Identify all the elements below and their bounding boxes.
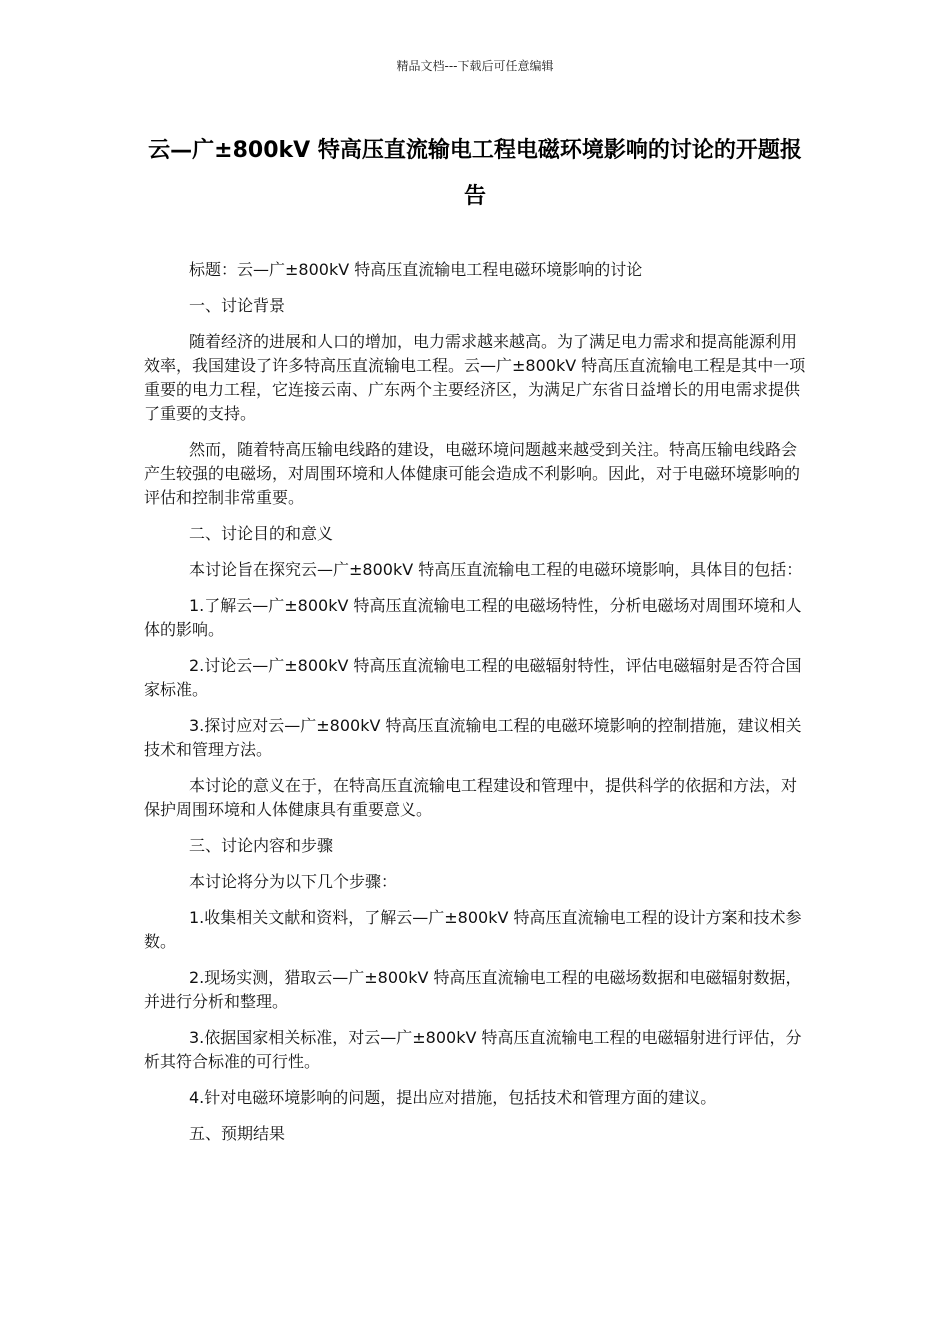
paragraph: 本讨论旨在探究云—广±800kV 特高压直流输电工程的电磁环境影响，具体目的包括： xyxy=(189,560,803,579)
section-heading-background: 一、讨论背景 xyxy=(189,296,286,315)
paragraph: 本讨论将分为以下几个步骤： xyxy=(189,872,398,891)
list-item: 4.针对电磁环境影响的问题，提出应对措施，包括技术和管理方面的建议。 xyxy=(189,1088,717,1107)
list-item: 1.了解云—广±800kV 特高压直流输电工程的电磁场特性，分析电磁场对周围环境和人体的影响。 xyxy=(144,596,802,639)
paragraph: 本讨论的意义在于，在特高压直流输电工程建设和管理中，提供科学的依据和方法，对保护周围环境和人体健康具有重要意义。 xyxy=(144,776,798,819)
document-body xyxy=(144,258,806,1158)
section-heading-purpose: 二、讨论目的和意义 xyxy=(189,524,334,543)
section-heading-content: 三、讨论内容和步骤 xyxy=(189,836,334,855)
header-note: 精品文档---下载后可任意编辑 xyxy=(396,59,554,73)
list-item: 3.依据国家相关标准，对云—广±800kV 特高压直流输电工程的电磁辐射进行评估，分析其符合标准的可行性。 xyxy=(144,1028,802,1071)
document-title: 云—广±800kV 特高压直流输电工程电磁环境影响的讨论的开题报告 xyxy=(148,138,802,209)
list-item: 3.探讨应对云—广±800kV 特高压直流输电工程的电磁环境影响的控制措施，建议相关技术和管理方法。 xyxy=(144,716,802,759)
list-item: 1.收集相关文献和资料，了解云—广±800kV 特高压直流输电工程的设计方案和技术参数。 xyxy=(144,908,802,951)
paragraph: 随着经济的进展和人口的增加，电力需求越来越高。为了满足电力需求和提高能源利用效率，我国建设了许多特高压直流输电工程。云—广±800kV 特高压直流输电工程是其中一项重要的电力工程，它连接云南、广东两个主要经济区，为满足广东省日益增长的用电需求提供了重要的支持。 xyxy=(144,332,806,423)
paragraph: 然而，随着特高压输电线路的建设，电磁环境问题越来越受到关注。特高压输电线路会产生较强的电磁场，对周围环境和人体健康可能会造成不利影响。因此，对于电磁环境影响的评估和控制非常重要。 xyxy=(144,440,801,507)
paragraph-subject: 标题：云—广±800kV 特高压直流输电工程电磁环境影响的讨论 xyxy=(189,260,643,279)
list-item: 2.讨论云—广±800kV 特高压直流输电工程的电磁辐射特性，评估电磁辐射是否符合国家标准。 xyxy=(144,656,802,699)
section-heading-results: 五、预期结果 xyxy=(189,1124,286,1143)
list-item: 2.现场实测，猎取云—广±800kV 特高压直流输电工程的电磁场数据和电磁辐射数据，并进行分析和整理。 xyxy=(144,968,802,1011)
